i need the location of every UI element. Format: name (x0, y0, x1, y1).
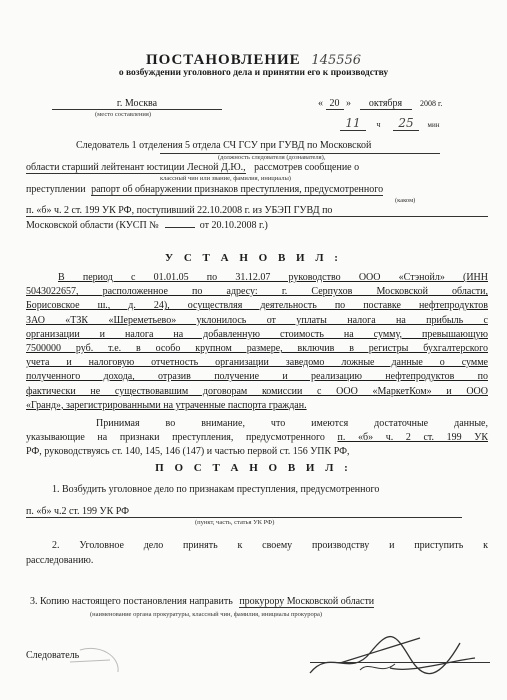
kusp-number-blank (165, 227, 195, 228)
established-line-1: В период с 01.01.05 по 31.12.07 руководство ООО «Стэнойл» (ИНН (58, 272, 488, 283)
date-year: 2008 г. (420, 99, 443, 108)
intro-line2-tail: рассмотрев сообщение о (254, 162, 360, 173)
established-line-10: «Гранд», зарегистрированными на утраченные паспорта граждан. (26, 399, 307, 411)
time-hour-label: ч (376, 120, 381, 129)
established-line-4: ЗАО «ТЗК «Шереметьево» уклонилось от уплаты налога на прибыль с (26, 314, 488, 326)
report-description: рапорт об обнаружении признаков преступления, предусмотренного (91, 184, 384, 195)
signature-scribble-icon (300, 618, 490, 688)
intro-line2 (26, 162, 359, 174)
established-line-6: 7500000 руб. т.е. в особо крупном размере, включив в регистры бухгалтерского (26, 343, 488, 355)
intro-caption1: (должность следователя (дознавателя), (218, 154, 326, 161)
faint-stamp-icon (0, 642, 130, 700)
resolved-item-3-caption: (наименование органа прокуратуры, классный чин, фамилия, инициалы прокурора) (90, 611, 323, 618)
considering-line-3: РФ, руководствуясь ст. 140, 145, 146 (147) и частью первой ст. 156 УПК РФ, (26, 446, 350, 458)
date-day: 20 (326, 98, 344, 110)
resolved-item-2-line-1: 2. Уголовное дело принять к своему производству и приступить к (52, 540, 488, 551)
established-line-2: 5043022657, расположенное по адресу: г. Серпухов Московской области, (26, 286, 488, 298)
signature-label: Следователь (26, 650, 80, 661)
date-field (318, 98, 442, 110)
intro-line5-tail: от 20.10.2008 г.) (199, 220, 268, 231)
established-line-8: полученного дохода, отразив получение и реализацию нефтепродуктов по (26, 371, 488, 383)
resolved-item-3 (30, 596, 374, 608)
time-field (340, 116, 439, 131)
intro-line3 (26, 184, 383, 196)
resolved-item-3-lead: 3. Копию настоящего постановления направить (30, 596, 233, 607)
title-text: ПОСТАНОВЛЕНИЕ (145, 52, 301, 68)
document-subtitle: о возбуждении уголовного дела и принятии его к производству (118, 68, 389, 78)
intro-caption3: (каком) (395, 197, 416, 204)
established-line-5: организации и налога на добавленную стоимость на сумму, превышающую (26, 328, 488, 340)
investigator-name: области старший лейтенант юстиции Лесной Д.Ю., (26, 162, 246, 173)
time-minutes: 25 (393, 116, 419, 131)
intro-line4: п. «б» ч. 2 ст. 199 УК РФ, поступивший 22.10.2008 г. из УБЭП ГУВД по (26, 205, 488, 217)
established-line-9: фактически не существовавшим договорам комиссии с ООО «МаркетКом» и ООО (26, 385, 488, 397)
intro-caption2: классный чин или звание, фамилия, инициалы) (160, 175, 291, 182)
intro-line3-lead: преступлении (26, 184, 86, 195)
resolved-item-3-target: прокурору Московской области (239, 596, 375, 607)
considering-article-ref: п. «б» ч. 2 ст. 199 УК (337, 432, 488, 444)
handwritten-number: 145556 (311, 53, 362, 68)
time-minutes-label: мин (427, 121, 440, 129)
date-quote-open: « (318, 98, 323, 109)
resolved-item-1-caption: (пункт, часть, статья УК РФ) (195, 519, 275, 526)
intro-line1: Следователь 1 отделения 5 отдела СЧ ГСУ при ГУВД по Московской (76, 140, 372, 151)
place-city: г. Москва (116, 98, 158, 109)
place-caption: (место составления) (95, 111, 152, 118)
resolved-item-1-article: п. «б» ч.2 ст. 199 УК РФ (26, 506, 462, 518)
established-heading: У С Т А Н О В И Л : (165, 252, 342, 264)
considering-block (26, 417, 488, 460)
document-title (0, 52, 507, 69)
date-month: октября (360, 98, 412, 110)
intro-line5 (26, 220, 268, 231)
established-line-3: Борисовское ш., д. 24), осуществляя деятельность по поставке нефтепродуктов (26, 300, 488, 312)
resolved-item-2-line-2: расследованию. (26, 554, 94, 566)
resolved-item-1: 1. Возбудить уголовное дело по признакам преступления, предусмотренного (52, 484, 380, 495)
place-field (52, 98, 222, 110)
established-line-7: учета и налоговую отчетность организации заведомо ложные данные о сумме (26, 357, 488, 369)
established-body (26, 271, 488, 413)
considering-line-1: Принимая во внимание, что имеются достаточные данные, (96, 418, 488, 429)
intro-line5-lead: Московской области (КУСП № (26, 220, 159, 231)
date-quote-close: » (346, 98, 351, 109)
considering-line-2 (26, 431, 488, 445)
time-hour: 11 (340, 116, 366, 131)
considering-line-2-lead: указывающие на признаки преступления, предусмотренного (26, 432, 325, 444)
resolved-item-2 (26, 539, 488, 568)
resolved-heading: П О С Т А Н О В И Л : (155, 462, 352, 474)
